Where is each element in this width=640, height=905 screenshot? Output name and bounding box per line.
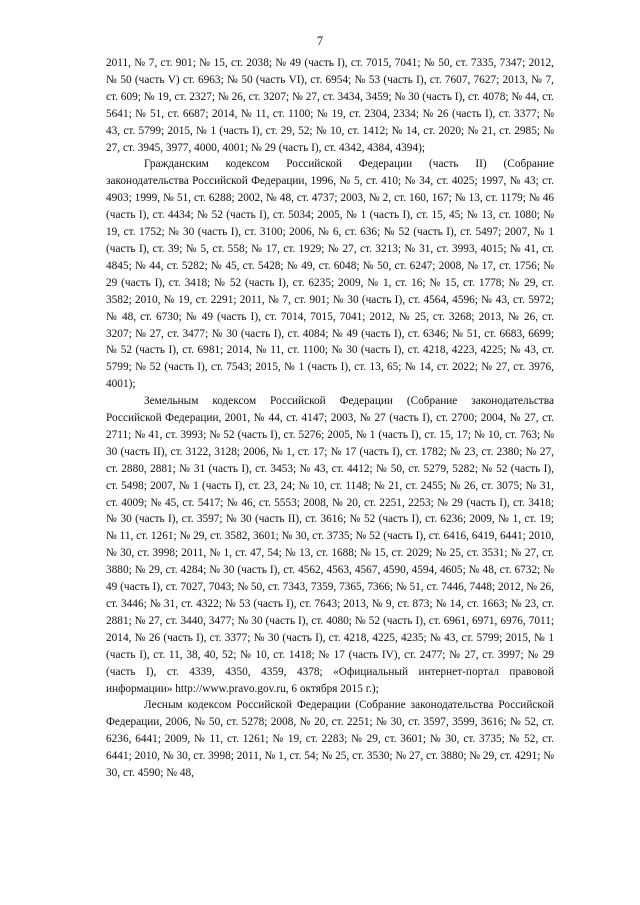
paragraph-continuation: 2011, № 7, ст. 901; № 15, ст. 2038; № 49 (часть I), ст. 7015, 7041; № 50, ст. 7335, 7347; 2012, № 50 (часть V) ст. 6963; № 50 (часть VI), ст. 6954; № 53 (часть I), ст. 7607, 7627; 2013, № 7, ст. 609; № 19, ст. 2327; № 26, ст. 3207; № 27, ст. 3434, 3459; № 30 (часть I), ст. 4078; № 44, ст. 5641; № 51, ст. 6687; 2014, № 11, ст. 1100; № 19, ст. 2304, 2334; № 26 (часть I), ст. 3377; № 43, ст. 5799; 2015, № 1 (часть I), ст. 29, 52; № 10, ст. 1412; № 14, ст. 2020; № 21, ст. 2985; № 27, ст. 3945, 3977, 4000, 4001; № 29 (часть I), ст. 4342, 4384, 4394); (106, 57, 554, 154)
paragraph-civil-code-part-two: Гражданским кодексом Российской Федерации (часть II) (Собрание законодательства Российской Федерации, 1996, № 5, ст. 410; № 34, ст. 4025; 1997, № 43; ст. 4903; 1999, № 51, ст. 6288; 2002, № 48, ст. 4737; 2003, № 2, ст. 160, 167; № 13, ст. 1179; № 46 (часть I), ст. 4434; № 52 (часть I), ст. 5034; 2005, № 1 (часть I), ст. 15, 45; № 13, ст. 1080; № 19, ст. 1752; № 30 (часть I), ст. 3100; 2006, № 6, ст. 636; № 52 (часть I), ст. 5497; 2007, № 1 (часть I), ст. 39; № 5, ст. 558; № 17, ст. 1929; № 27, ст. 3213; № 31, ст. 3993, 4015; № 41, ст. 4845; № 44, ст. 5282; № 45, ст. 5428; № 49, ст. 6048; № 50, ст. 6247; 2008, № 17, ст. 1756; № 29 (часть I), ст. 3418; № 52 (часть I), ст. 6235; 2009, № 1, ст. 16; № 15, ст. 1778; № 29, ст. 3582; 2010, № 19, ст. 2291; 2011, № 7, ст. 901; № 30 (часть I), ст. 4564, 4596; № 43, ст. 5972; № 48, ст. 6730; № 49 (часть I), ст. 7014, 7015, 7041; 2012, № 25, ст. 3268; 2013, № 26, ст. 3207; № 27, ст. 3477; № 30 (часть I), ст. 4084; № 49 (часть I), ст. 6346; № 51, ст. 6683, 6699; № 52 (часть I), ст. 6981; 2014, № 11, ст. 1100; № 30 (часть I), ст. 4218, 4223, 4225; № 43, ст. 5799; № 52 (часть I), ст. 7543; 2015, № 1 (часть I), ст. 13, 65; № 14, ст. 2022; № 27, ст. 3976, 4001); (106, 158, 554, 391)
page-number: 7 (316, 34, 324, 48)
paragraph-land-code: Земельным кодексом Российской Федерации (Собрание законодательства Российской Федерации, 2001, № 44, ст. 4147; 2003, № 27 (часть I), ст. 2700; 2004, № 27, ст. 2711; № 41, ст. 3993; № 52 (часть I), ст. 5276; 2005, № 1 (часть I), ст. 15, 17; № 10, ст. 763; № 30 (часть II), ст. 3122, 3128; 2006, № 1, ст. 17; № 17 (часть I), ст. 1782; № 23, ст. 2380; № 27, ст. 2880, 2881; № 31 (часть I), ст. 3453; № 43, ст. 4412; № 50, ст. 5279, 5282; № 52 (часть I), ст. 5498; 2007, № 1 (часть I), ст. 23, 24; № 10, ст. 1148; № 21, ст. 2455; № 26, ст. 3075; № 31, ст. 4009; № 45, ст. 5417; № 46, ст. 5553; 2008, № 20, ст. 2251, 2253; № 29 (часть I), ст. 3418; № 30 (часть I), ст. 3597; № 30 (часть II), ст. 3616; № 52 (часть I), ст. 6236; 2009, № 1, ст. 19; № 11, ст. 1261; № 29, ст. 3582, 3601; № 30, ст. 3735; № 52 (часть I), ст. 6416, 6419, 6441; 2010, № 30, ст. 3998; 2011, № 1, ст. 47, 54; № 13, ст. 1688; № 15, ст. 2029; № 25, ст. 3531; № 27, ст. 3880; № 29, ст. 4284; № 30 (часть I), ст. 4562, 4563, 4567, 4590, 4594, 4605; № 48, ст. 6732; № 49 (часть I), ст. 7027, 7043; № 50, ст. 7343, 7359, 7365, 7366; № 51, ст. 7446, 7448; 2012, № 26, ст. 3446; № 31, ст. 4322; № 53 (часть I), ст. 7643; 2013, № 9, ст. 873; № 14, ст. 1663; № 23, ст. 2881; № 27, ст. 3440, 3477; № 30 (часть I), ст. 4080; № 52 (часть I), ст. 6961, 6971, 6976, 7011; 2014, № 26 (часть I), ст. 3377; № 30 (часть I), ст. 4218, 4225, 4235; № 43, ст. 5799; 2015, № 1 (часть I), ст. 11, 38, 40, 52; № 10, ст. 1418; № 17 (часть IV), ст. 2477; № 27, ст. 3997; № 29 (часть I), ст. 4339, 4350, 4359, 4378; «Официальный интернет-портал правовой информации» http://www.pravo.gov.ru, 6 октября 2015 г.); (106, 395, 554, 695)
document-body (106, 55, 554, 782)
paragraph-forest-code: Лесным кодексом Российской Федерации (Собрание законодательства Российской Федерации, 2006, № 50, ст. 5278; 2008, № 20, ст. 2251; № 30, ст. 3597, 3599, 3616; № 52, ст. 6236, 6441; 2009, № 11, ст. 1261; № 19, ст. 2283; № 29, ст. 3601; № 30, ст. 3735; № 52, ст. 6441; 2010, № 30, ст. 3998; 2011, № 1, ст. 54; № 25, ст. 3530; № 27, ст. 3880; № 29, ст. 4291; № 30, ст. 4590; № 48, (106, 699, 554, 780)
